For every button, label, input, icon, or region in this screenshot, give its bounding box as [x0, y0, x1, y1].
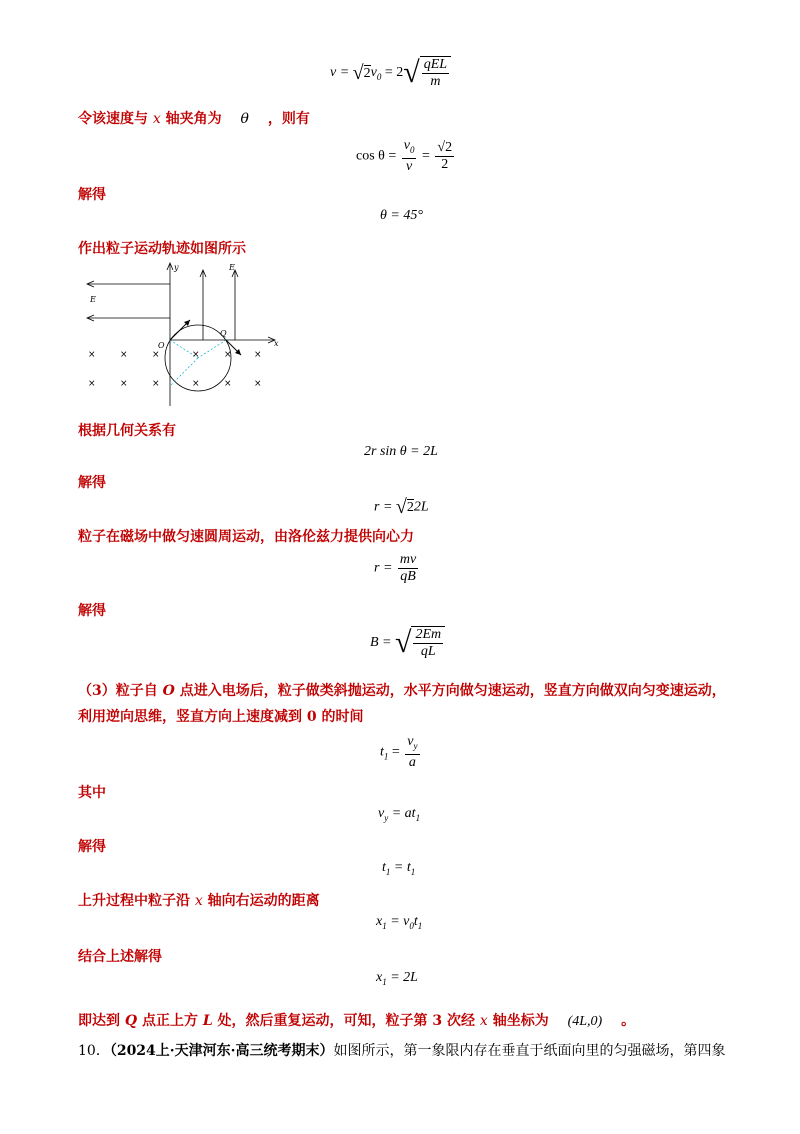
svg-text:×: × — [192, 379, 200, 389]
equation-theta: θ = 45° — [380, 208, 423, 223]
svg-text:×: × — [152, 379, 160, 389]
frac-den: 2 — [441, 156, 449, 172]
eq-text: x — [376, 970, 383, 985]
text-var: θ — [240, 111, 249, 127]
question-source: （2024上·天津河东·高三统考期末） — [109, 1043, 334, 1059]
eq-text: = 2 — [381, 65, 404, 81]
text-span: 轴向右运动的距离 — [207, 893, 320, 909]
equation-r2 — [374, 552, 420, 585]
text-span: 轴夹角为 — [165, 111, 222, 127]
eq-text: t — [380, 744, 384, 760]
coord-value: (4L,0) — [567, 1014, 603, 1029]
sqrt: √2 — [352, 61, 371, 84]
frac-num: v — [403, 138, 410, 153]
text-var: L — [202, 1013, 213, 1029]
frac-num: mv — [399, 552, 417, 567]
eq-sub: 1 — [385, 866, 391, 877]
svg-text:×: × — [254, 379, 262, 389]
text-var: x — [479, 1013, 488, 1029]
eq-sub: 0 — [376, 72, 382, 83]
eq-text: = v — [386, 914, 410, 929]
svg-text:×: × — [120, 379, 128, 389]
svg-text:×: × — [192, 350, 200, 360]
text-part3-line2: 利用逆向思维，竖直方向上速度减到 0 的时间 — [78, 709, 364, 725]
eq-text: = t — [390, 860, 411, 875]
eq-sub: 1 — [383, 751, 389, 762]
eq-sub: y — [384, 812, 389, 823]
trajectory-diagram — [78, 258, 288, 408]
eq-text: = — [418, 148, 434, 164]
text-jiede-3: 解得 — [78, 603, 106, 619]
svg-text:×: × — [88, 379, 96, 389]
eq-text: 2L — [413, 499, 429, 515]
eq-sub: 1 — [382, 976, 387, 987]
text-var: x — [152, 111, 161, 127]
text-var: O — [162, 683, 175, 699]
text-angle-intro — [78, 108, 310, 128]
svg-text:×: × — [224, 379, 232, 389]
text-trajectory: 作出粒子运动轨迹如图所示 — [78, 241, 246, 257]
label-q: Q — [220, 329, 227, 338]
label-o: O — [158, 341, 165, 350]
svg-text:×: × — [120, 350, 128, 360]
eq-sub: 1 — [415, 812, 421, 823]
question-10 — [78, 1040, 726, 1060]
svg-text:×: × — [254, 350, 262, 360]
label-e-up: E — [229, 263, 235, 272]
text-var: x — [194, 893, 203, 909]
eq-text: x — [376, 914, 383, 929]
frac-num: 2 — [445, 139, 453, 155]
text-span: 即达到 — [78, 1013, 120, 1029]
eq-text: = at — [388, 806, 416, 821]
frac-num: qEL — [423, 57, 448, 72]
equation-b: B = √ $\frac{2Em}{qL}$ — [370, 626, 445, 660]
text-jiede-2: 解得 — [78, 475, 106, 491]
eq-text: t — [413, 914, 418, 929]
equation-r1: r = √22L — [374, 496, 429, 518]
text-qizhong: 其中 — [78, 785, 106, 801]
text-span: 点正上方 — [141, 1013, 198, 1029]
text-span: 令该速度与 — [78, 111, 148, 127]
equation-x1 — [376, 914, 422, 931]
question-text: 如图所示，第一象限内存在垂直于纸面向里的匀强磁场，第四象 — [333, 1043, 726, 1059]
text-geometry: 根据几何关系有 — [78, 423, 176, 439]
svg-text:×: × — [152, 350, 160, 360]
eq-sub: 0 — [409, 144, 415, 155]
equation-tt — [382, 860, 415, 877]
eq-text: v — [378, 806, 385, 821]
eq-text: cos θ = — [356, 148, 400, 164]
svg-text:×: × — [88, 350, 96, 360]
text-span: （3）粒子自 — [78, 683, 158, 699]
eq-sub: 1 — [417, 920, 423, 931]
text-final — [78, 1010, 635, 1030]
text-jiede-4: 解得 — [78, 839, 106, 855]
label-e-left: E — [90, 295, 96, 304]
eq-sub: 0 — [409, 920, 414, 931]
eq-text: r = — [374, 499, 396, 515]
radius-line-2 — [198, 340, 226, 358]
text-span: 处，然后重复运动，可知，粒子第 3 次经 — [217, 1013, 476, 1029]
equation-geometry: 2r sin θ = 2L — [364, 444, 438, 459]
frac-den: qB — [400, 569, 416, 584]
eq-text: r = — [374, 560, 396, 576]
frac-den: v — [406, 158, 413, 174]
frac-den: m — [430, 74, 441, 89]
text-span: 上升过程中粒子沿 — [78, 893, 190, 909]
eq-text: v — [370, 65, 377, 81]
equation-vy — [378, 806, 420, 823]
eq-text: t — [382, 860, 386, 875]
frac-num: v — [407, 734, 414, 749]
text-span: ，则有 — [267, 111, 310, 127]
svg-text:×: × — [224, 350, 232, 360]
text-combine: 结合上述解得 — [78, 949, 162, 965]
eq-text: v = — [330, 65, 353, 81]
label-x: x — [274, 339, 279, 348]
magnetic-field-crosses — [88, 350, 262, 389]
eq-sub: 1 — [382, 920, 387, 931]
text-lorentz: 粒子在磁场中做匀速圆周运动，由洛伦兹力提供向心力 — [78, 529, 414, 545]
question-number: 10． — [78, 1043, 110, 1059]
text-span: 点进入电场后，粒子做类斜抛运动，水平方向做匀速运动，竖直方向做双向匀变速运动， — [179, 683, 726, 699]
sqrt: √ $\frac{\text{qEL}}{m}$ — [403, 56, 451, 90]
text-span: 轴坐标为 — [492, 1013, 549, 1029]
equation-t1: $t_1$ = $\frac{v_y}{a}$ — [380, 734, 418, 770]
text-rise — [78, 890, 320, 910]
equation-v — [330, 56, 451, 90]
eq-text: B = — [370, 635, 395, 651]
text-span: 。 — [621, 1013, 636, 1029]
eq-sub: y — [413, 740, 418, 751]
frac-den: qL — [420, 644, 436, 659]
frac-den: a — [408, 754, 416, 770]
equation-x2 — [376, 970, 418, 987]
eq-text: = 2L — [386, 970, 418, 985]
equation-cos: cos θ = $\frac{v_0}{v}$ = $\frac{√2}{2}$ — [356, 138, 453, 174]
text-jiede-1: 解得 — [78, 187, 106, 203]
text-var: Q — [124, 1013, 138, 1029]
frac-num: 2Em — [415, 627, 442, 642]
label-y: y — [174, 263, 179, 272]
eq-sub: 1 — [410, 866, 416, 877]
text-part3-line1 — [78, 680, 726, 700]
